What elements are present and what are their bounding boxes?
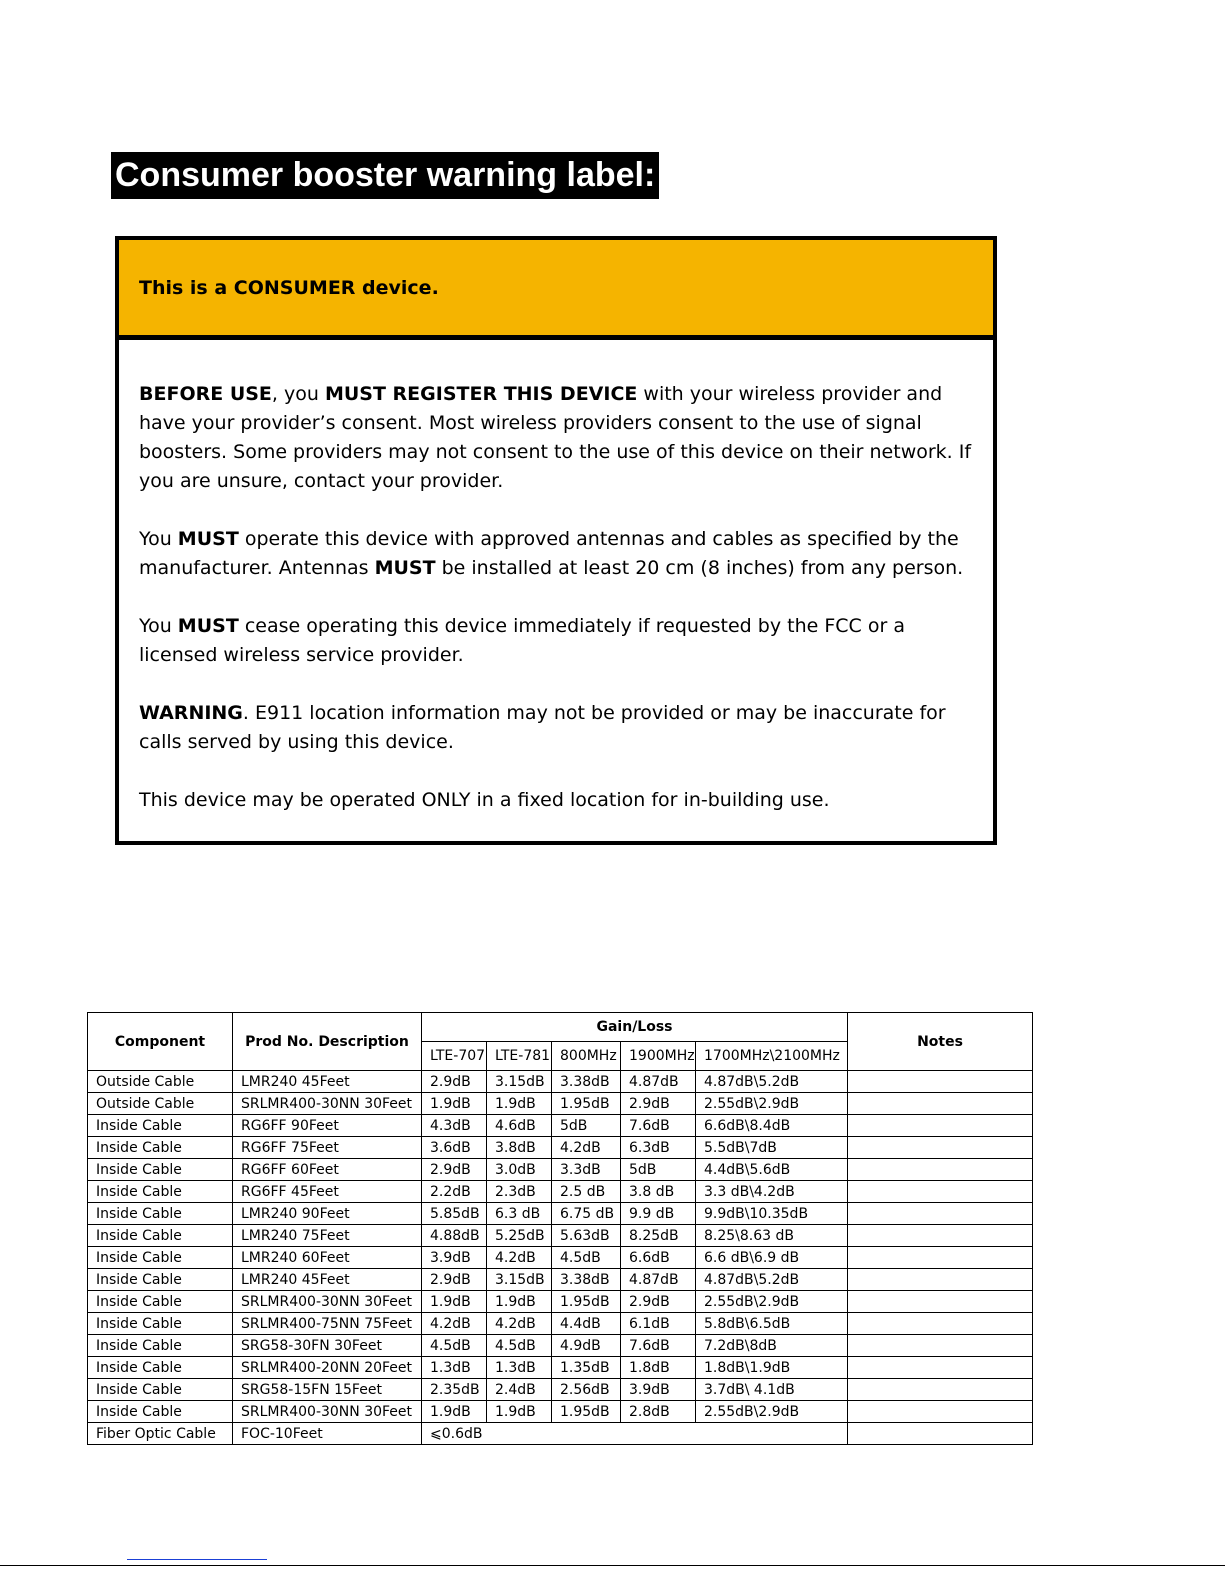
table-cell-notes xyxy=(848,1159,1033,1181)
table-cell: Inside Cable xyxy=(88,1203,233,1225)
text: This device may be operated ONLY in a fixed location for in-building use. xyxy=(139,789,830,811)
table-cell: SRLMR400-30NN 30Feet xyxy=(233,1093,422,1115)
table-cell-notes xyxy=(848,1357,1033,1379)
label-paragraph-antennas xyxy=(139,525,975,583)
table-cell: 2.56dB xyxy=(552,1379,621,1401)
table-row xyxy=(88,1379,1033,1401)
table-cell: LMR240 45Feet xyxy=(233,1269,422,1291)
table-cell: 3.0dB xyxy=(487,1159,552,1181)
table-cell: 3.7dB\ 4.1dB xyxy=(696,1379,848,1401)
table-cell: LMR240 75Feet xyxy=(233,1225,422,1247)
text: with your wireless provider and have your provider’s consent. Most wireless providers consent to the use of signal boosters. Some providers may not consent to the use of this device on their network. If you are unsure, contact your provider. xyxy=(139,383,972,492)
text: operate this device with approved antennas and cables as specified by the manufacturer. Antennas xyxy=(139,528,959,579)
table-cell: LMR240 45Feet xyxy=(233,1071,422,1093)
header-prod-description: Prod No. Description xyxy=(233,1013,422,1071)
table-cell: LMR240 60Feet xyxy=(233,1247,422,1269)
table-row xyxy=(88,1203,1033,1225)
table-cell: 7.6dB xyxy=(621,1115,696,1137)
table-cell: 1.9dB xyxy=(422,1291,487,1313)
table-cell: 7.2dB\8dB xyxy=(696,1335,848,1357)
table-cell: 1.3dB xyxy=(422,1357,487,1379)
table-body xyxy=(88,1071,1033,1445)
table-cell: 2.8dB xyxy=(621,1401,696,1423)
table-row xyxy=(88,1071,1033,1093)
label-body xyxy=(119,340,993,815)
table-cell: Inside Cable xyxy=(88,1115,233,1137)
label-paragraph-register xyxy=(139,380,975,496)
header-band: 1900MHz xyxy=(621,1042,696,1071)
table-cell: 6.6dB xyxy=(621,1247,696,1269)
table-cell-notes xyxy=(848,1137,1033,1159)
table-cell: Inside Cable xyxy=(88,1159,233,1181)
label-paragraph-cease xyxy=(139,612,975,670)
label-header-band xyxy=(119,240,993,340)
table-cell-notes xyxy=(848,1313,1033,1335)
table-cell: 2.55dB\2.9dB xyxy=(696,1093,848,1115)
table-cell-notes xyxy=(848,1225,1033,1247)
table-cell: 3.8 dB xyxy=(621,1181,696,1203)
table-cell-notes xyxy=(848,1181,1033,1203)
table-cell: 1.95dB xyxy=(552,1093,621,1115)
footer-link-underline xyxy=(127,1558,267,1560)
table-cell: 3.38dB xyxy=(552,1269,621,1291)
table-row xyxy=(88,1159,1033,1181)
table-row xyxy=(88,1137,1033,1159)
table-cell: 2.3dB xyxy=(487,1181,552,1203)
table-cell: FOC-10Feet xyxy=(233,1423,422,1445)
table-row xyxy=(88,1357,1033,1379)
bold-text: BEFORE USE xyxy=(139,383,272,405)
table-cell: 2.35dB xyxy=(422,1379,487,1401)
table-cell: 4.2dB xyxy=(487,1247,552,1269)
table-cell-notes xyxy=(848,1093,1033,1115)
table-cell: Inside Cable xyxy=(88,1247,233,1269)
table-cell: 1.95dB xyxy=(552,1291,621,1313)
footer-rule xyxy=(0,1564,1225,1566)
text: You xyxy=(139,528,178,550)
table-cell-notes xyxy=(848,1291,1033,1313)
table-row xyxy=(88,1269,1033,1291)
table-cell: 5dB xyxy=(621,1159,696,1181)
table-cell-notes xyxy=(848,1203,1033,1225)
header-band: 1700MHz\2100MHz xyxy=(696,1042,848,1071)
bold-text: MUST xyxy=(177,615,239,637)
bold-text: WARNING xyxy=(139,702,243,724)
text: You xyxy=(139,615,178,637)
table-cell: 4.3dB xyxy=(422,1115,487,1137)
table-cell: 4.2dB xyxy=(422,1313,487,1335)
table-row xyxy=(88,1335,1033,1357)
table-row xyxy=(88,1423,1033,1445)
table-cell: Inside Cable xyxy=(88,1379,233,1401)
table-cell: 2.55dB\2.9dB xyxy=(696,1401,848,1423)
table-cell: RG6FF 75Feet xyxy=(233,1137,422,1159)
table-row xyxy=(88,1401,1033,1423)
table-cell: 4.4dB xyxy=(552,1313,621,1335)
table-cell: 9.9dB\10.35dB xyxy=(696,1203,848,1225)
table-cell-notes xyxy=(848,1115,1033,1137)
table-row xyxy=(88,1093,1033,1115)
table-cell: 4.2dB xyxy=(487,1313,552,1335)
table-cell: 2.9dB xyxy=(621,1093,696,1115)
table-cell: Outside Cable xyxy=(88,1093,233,1115)
table-cell: 1.95dB xyxy=(552,1401,621,1423)
table-cell-notes xyxy=(848,1247,1033,1269)
table-cell: 6.75 dB xyxy=(552,1203,621,1225)
table-cell-notes xyxy=(848,1423,1033,1445)
table-cell: 2.9dB xyxy=(422,1071,487,1093)
gain-loss-table xyxy=(87,1012,1033,1445)
table-cell: 1.3dB xyxy=(487,1357,552,1379)
header-band: LTE-781 xyxy=(487,1042,552,1071)
table-row xyxy=(88,1313,1033,1335)
table-cell: 2.55dB\2.9dB xyxy=(696,1291,848,1313)
table-cell-notes xyxy=(848,1379,1033,1401)
table-row xyxy=(88,1247,1033,1269)
table-cell: Inside Cable xyxy=(88,1335,233,1357)
table-cell: 2.2dB xyxy=(422,1181,487,1203)
header-gain-loss: Gain/Loss xyxy=(422,1013,848,1042)
table-cell: 3.3 dB\4.2dB xyxy=(696,1181,848,1203)
table-cell: ⩽0.6dB xyxy=(422,1423,848,1445)
table-cell: 3.15dB xyxy=(487,1269,552,1291)
table-cell: Inside Cable xyxy=(88,1269,233,1291)
label-header-text: This is a CONSUMER device. xyxy=(139,276,439,299)
table-cell: Outside Cable xyxy=(88,1071,233,1093)
table-cell: RG6FF 60Feet xyxy=(233,1159,422,1181)
header-band: LTE-707 xyxy=(422,1042,487,1071)
table-cell: LMR240 90Feet xyxy=(233,1203,422,1225)
table-cell: 3.8dB xyxy=(487,1137,552,1159)
table-cell: 4.9dB xyxy=(552,1335,621,1357)
table-cell: 1.9dB xyxy=(487,1291,552,1313)
warning-label xyxy=(115,236,997,845)
table-cell: 4.87dB\5.2dB xyxy=(696,1269,848,1291)
table-cell: 1.9dB xyxy=(487,1401,552,1423)
table-cell: 5.85dB xyxy=(422,1203,487,1225)
table-cell: SRLMR400-20NN 20Feet xyxy=(233,1357,422,1379)
table-cell: 1.8dB xyxy=(621,1357,696,1379)
table-cell: 5dB xyxy=(552,1115,621,1137)
table-cell: 2.4dB xyxy=(487,1379,552,1401)
table-cell: 4.87dB xyxy=(621,1269,696,1291)
table-row xyxy=(88,1115,1033,1137)
table-cell: 7.6dB xyxy=(621,1335,696,1357)
text: be installed at least 20 cm (8 inches) from any person. xyxy=(435,557,964,579)
table-cell: 3.9dB xyxy=(422,1247,487,1269)
header-band: 800MHz xyxy=(552,1042,621,1071)
table-cell: 4.5dB xyxy=(552,1247,621,1269)
table-cell-notes xyxy=(848,1269,1033,1291)
table-cell: 2.9dB xyxy=(422,1159,487,1181)
table-cell: 4.2dB xyxy=(552,1137,621,1159)
bold-text: MUST xyxy=(374,557,436,579)
table-cell: 4.5dB xyxy=(487,1335,552,1357)
table-cell: SRLMR400-30NN 30Feet xyxy=(233,1291,422,1313)
table-cell-notes xyxy=(848,1335,1033,1357)
table-cell-notes xyxy=(848,1401,1033,1423)
table-cell: Inside Cable xyxy=(88,1181,233,1203)
table-cell: 5.8dB\6.5dB xyxy=(696,1313,848,1335)
header-notes: Notes xyxy=(848,1013,1033,1071)
bold-text: MUST xyxy=(177,528,239,550)
text: , you xyxy=(271,383,325,405)
table-cell: 2.5 dB xyxy=(552,1181,621,1203)
table-cell: 3.38dB xyxy=(552,1071,621,1093)
table-cell: 4.87dB xyxy=(621,1071,696,1093)
table-cell: 3.9dB xyxy=(621,1379,696,1401)
label-paragraph-fixed-location xyxy=(139,786,975,815)
label-paragraph-warning xyxy=(139,699,975,757)
table-cell: 5.63dB xyxy=(552,1225,621,1247)
text: cease operating this device immediately if requested by the FCC or a licensed wireless service provider. xyxy=(139,615,905,666)
table-cell: 1.9dB xyxy=(487,1093,552,1115)
table-cell: 6.6 dB\6.9 dB xyxy=(696,1247,848,1269)
table-cell: 6.3dB xyxy=(621,1137,696,1159)
table-cell: Inside Cable xyxy=(88,1401,233,1423)
table-cell: RG6FF 45Feet xyxy=(233,1181,422,1203)
table-cell: 1.9dB xyxy=(422,1401,487,1423)
table-cell: SRG58-15FN 15Feet xyxy=(233,1379,422,1401)
page-heading: Consumer booster warning label: xyxy=(111,152,659,199)
table-cell: 1.8dB\1.9dB xyxy=(696,1357,848,1379)
table-cell-notes xyxy=(848,1071,1033,1093)
table-cell: SRLMR400-75NN 75Feet xyxy=(233,1313,422,1335)
table-cell: Inside Cable xyxy=(88,1313,233,1335)
table-cell: 3.6dB xyxy=(422,1137,487,1159)
table-row xyxy=(88,1291,1033,1313)
table-cell: Fiber Optic Cable xyxy=(88,1423,233,1445)
table-row xyxy=(88,1181,1033,1203)
bold-text: MUST REGISTER THIS DEVICE xyxy=(324,383,638,405)
table-cell: 6.6dB\8.4dB xyxy=(696,1115,848,1137)
table-cell: 8.25\8.63 dB xyxy=(696,1225,848,1247)
table-cell: 4.6dB xyxy=(487,1115,552,1137)
table-cell: SRG58-30FN 30Feet xyxy=(233,1335,422,1357)
table-cell: 5.5dB\7dB xyxy=(696,1137,848,1159)
table-cell: Inside Cable xyxy=(88,1225,233,1247)
table-cell: 9.9 dB xyxy=(621,1203,696,1225)
table-cell: 2.9dB xyxy=(621,1291,696,1313)
table-cell: 3.15dB xyxy=(487,1071,552,1093)
table-cell: 4.5dB xyxy=(422,1335,487,1357)
table-cell: Inside Cable xyxy=(88,1137,233,1159)
table-cell: 3.3dB xyxy=(552,1159,621,1181)
table-cell: 1.35dB xyxy=(552,1357,621,1379)
header-component: Component xyxy=(88,1013,233,1071)
table-cell: 6.3 dB xyxy=(487,1203,552,1225)
table-cell: 4.87dB\5.2dB xyxy=(696,1071,848,1093)
table-cell: 1.9dB xyxy=(422,1093,487,1115)
table-cell: 4.4dB\5.6dB xyxy=(696,1159,848,1181)
table-cell: SRLMR400-30NN 30Feet xyxy=(233,1401,422,1423)
text: . E911 location information may not be provided or may be inaccurate for calls served by using this device. xyxy=(139,702,946,753)
table-cell: Inside Cable xyxy=(88,1357,233,1379)
table-cell: 6.1dB xyxy=(621,1313,696,1335)
table-cell: Inside Cable xyxy=(88,1291,233,1313)
table-cell: 8.25dB xyxy=(621,1225,696,1247)
table-cell: 4.88dB xyxy=(422,1225,487,1247)
table-row xyxy=(88,1225,1033,1247)
table-cell: RG6FF 90Feet xyxy=(233,1115,422,1137)
table-cell: 5.25dB xyxy=(487,1225,552,1247)
table-cell: 2.9dB xyxy=(422,1269,487,1291)
